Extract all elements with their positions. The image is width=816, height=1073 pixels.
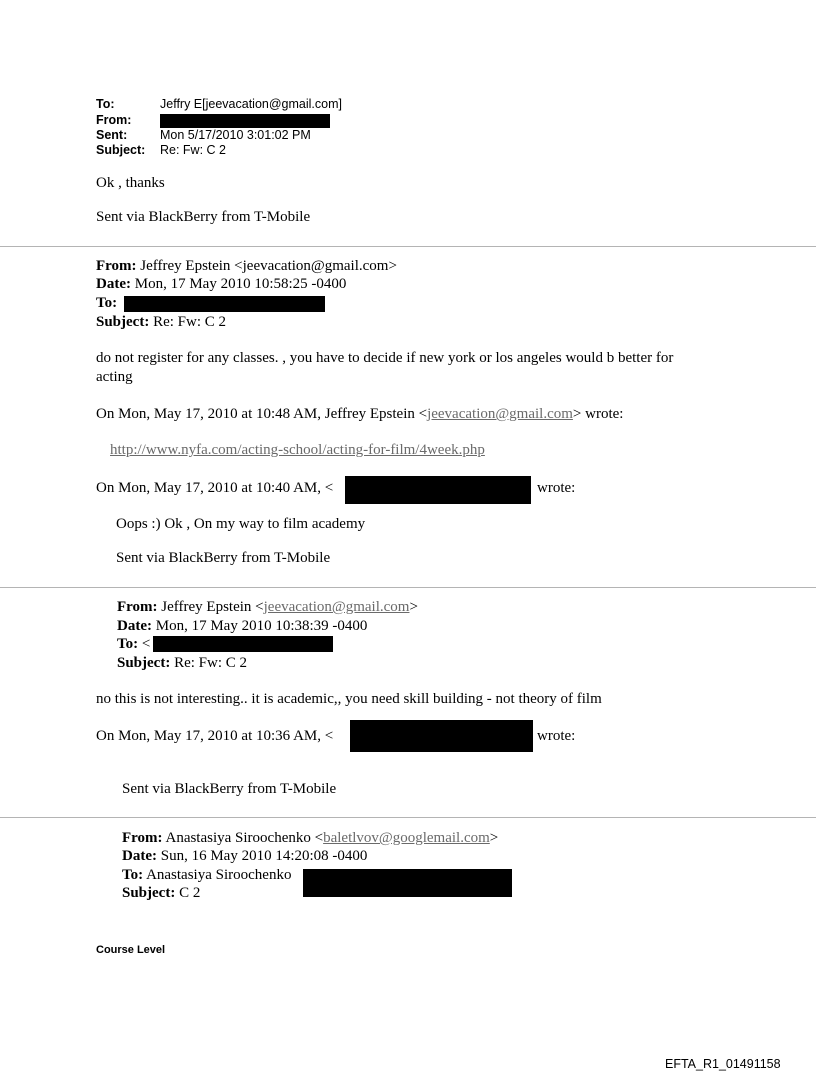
date-value: Mon, 17 May 2010 10:38:39 -0400 (155, 618, 368, 634)
quote-prefix: On Mon, May 17, 2010 at 10:48 AM, Jeffrey Epstein < (96, 406, 428, 422)
from-label: From: (96, 113, 132, 127)
subject-label: Subject: (117, 655, 171, 671)
to-label: To: (117, 636, 139, 652)
from-label: From: (96, 258, 137, 274)
body-line: no this is not interesting.. it is academic,, you need skill building - not theory of film (96, 691, 602, 707)
date-value: Mon, 17 May 2010 10:58:25 -0400 (134, 276, 347, 292)
divider (0, 246, 816, 247)
to-label: To: (96, 97, 115, 111)
from-line (122, 829, 498, 847)
body-line: acting (96, 369, 133, 385)
reply-body: Oops :) Ok , On my way to film academy (116, 516, 366, 532)
date-line (122, 847, 367, 865)
to-label: To: (96, 295, 118, 311)
quote-suffix: wrote: (537, 728, 576, 744)
from-prefix: Jeffrey Epstein < (161, 599, 264, 615)
reply-body: Ok , thanks (96, 175, 165, 191)
reply-signature: Sent via BlackBerry from T-Mobile (96, 209, 311, 225)
quote-suffix: > wrote: (572, 406, 624, 422)
subject-label: Subject: (96, 314, 150, 330)
quote-attribution: On Mon, May 17, 2010 at 10:40 AM, < (96, 480, 334, 496)
email-link[interactable]: baletlvov@googlemail.com (323, 830, 490, 846)
subject-label: Subject: (96, 143, 146, 157)
redaction-box (345, 476, 531, 504)
subject-line (117, 654, 247, 672)
reply-signature: Sent via BlackBerry from T-Mobile (122, 781, 337, 797)
subject-value: Re: Fw: C 2 (153, 314, 227, 330)
date-label: Date: (122, 848, 157, 864)
email-link[interactable]: jeevacation@gmail.com (263, 599, 410, 615)
from-line (96, 257, 397, 275)
subject-value: Re: Fw: C 2 (174, 655, 248, 671)
from-label: From: (122, 830, 163, 846)
date-line (117, 617, 367, 635)
to-line (96, 294, 117, 312)
quote-attribution: On Mon, May 17, 2010 at 10:36 AM, < (96, 728, 334, 744)
reply-signature: Sent via BlackBerry from T-Mobile (116, 550, 331, 566)
to-value: Jeffry E[jeevacation@gmail.com] (160, 97, 342, 111)
sent-label: Sent: (96, 128, 128, 142)
to-line (117, 635, 150, 653)
to-label: To: (122, 867, 144, 883)
subject-label: Subject: (122, 885, 176, 901)
body-line: do not register for any classes. , you have to decide if new york or los angeles would b better for (96, 350, 674, 366)
to-prefix: < (141, 636, 151, 652)
quote-attribution (96, 405, 623, 423)
email-link[interactable]: jeevacation@gmail.com (427, 406, 573, 422)
from-suffix: > (489, 830, 499, 846)
redaction-box (124, 296, 325, 312)
to-value: Anastasiya Siroochenko (146, 867, 292, 883)
divider (0, 817, 816, 818)
from-suffix: > (409, 599, 418, 615)
url-link[interactable]: http://www.nyfa.com/acting-school/acting-for-film/4week.php (110, 442, 485, 458)
date-label: Date: (96, 276, 131, 292)
from-value: Jeffrey Epstein <jeevacation@gmail.com> (140, 258, 397, 274)
date-line (96, 275, 346, 293)
date-label: Date: (117, 618, 152, 634)
subject-value: C 2 (179, 885, 201, 901)
quote-suffix: wrote: (537, 480, 576, 496)
subject-line (122, 884, 200, 902)
redaction-box (350, 720, 533, 752)
to-line (122, 866, 291, 884)
from-line (117, 598, 418, 616)
redaction-box (303, 869, 512, 897)
course-level-heading: Course Level (96, 944, 166, 956)
subject-line (96, 313, 226, 331)
document-id: EFTA_R1_01491158 (665, 1057, 781, 1071)
from-label: From: (117, 599, 158, 615)
subject-value: Re: Fw: C 2 (160, 143, 226, 157)
redaction-box (160, 114, 330, 128)
divider (0, 587, 816, 588)
redaction-box (153, 636, 333, 652)
date-value: Sun, 16 May 2010 14:20:08 -0400 (160, 848, 368, 864)
sent-value: Mon 5/17/2010 3:01:02 PM (160, 128, 311, 142)
from-prefix: Anastasiya Siroochenko < (165, 830, 324, 846)
